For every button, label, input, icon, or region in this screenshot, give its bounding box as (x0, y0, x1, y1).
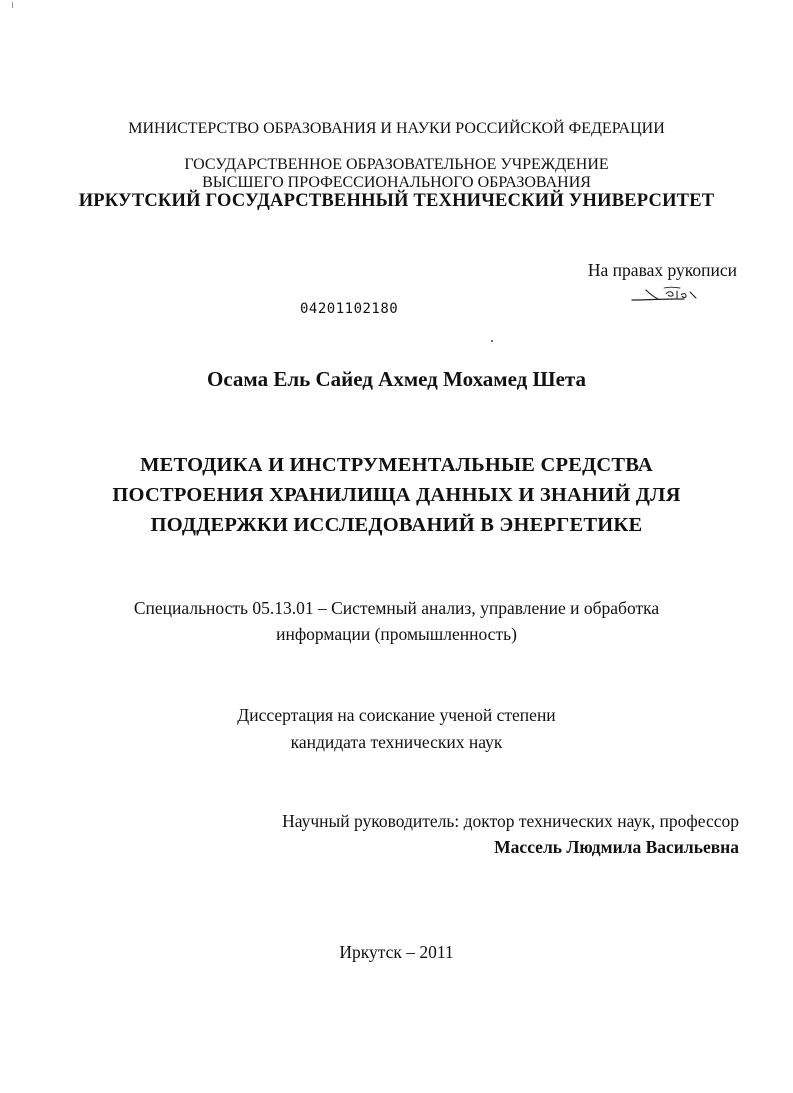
institution-line-2: ВЫСШЕГО ПРОФЕССИОНАЛЬНОГО ОБРАЗОВАНИЯ (202, 174, 591, 191)
institution-line-1: ГОСУДАРСТВЕННОЕ ОБРАЗОВАТЕЛЬНОЕ УЧРЕЖДЕНИЕ (184, 156, 609, 173)
specialty-line-2: информации (промышленность) (276, 624, 517, 644)
supervisor-name: Массель Людмила Васильевна (494, 837, 739, 857)
supervisor-role: Научный руководитель: доктор технических наук, профессор (282, 811, 739, 831)
specialty-line-1: Специальность 05.13.01 – Системный анализ, управление и обработка (133, 598, 660, 618)
dissertation-line-1: Диссертация на соискание ученой степени (237, 705, 556, 725)
thesis-title-line-3: ПОДДЕРЖКИ ИССЛЕДОВАНИЙ В ЭНЕРГЕТИКЕ (150, 514, 643, 536)
scan-mark (12, 2, 13, 8)
scan-dot (491, 340, 493, 342)
handwritten-signature (628, 282, 702, 304)
author-name: Осама Ель Сайед Ахмед Мохамед Шета (207, 367, 586, 391)
rights-note: На правах рукописи (587, 260, 737, 280)
thesis-title-line-2: ПОСТРОЕНИЯ ХРАНИЛИЩА ДАННЫХ И ЗНАНИЙ ДЛЯ (112, 484, 681, 506)
dissertation-line-2: кандидата технических наук (290, 732, 503, 752)
ministry-heading: МИНИСТЕРСТВО ОБРАЗОВАНИЯ И НАУКИ РОССИЙСКОЙ ФЕДЕРАЦИИ (128, 120, 665, 137)
city-year: Иркутск – 2011 (339, 942, 454, 962)
catalog-number: 04201102180 (300, 301, 399, 317)
thesis-title-line-1: МЕТОДИКА И ИНСТРУМЕНТАЛЬНЫЕ СРЕДСТВА (140, 454, 653, 476)
university-name: ИРКУТСКИЙ ГОСУДАРСТВЕННЫЙ ТЕХНИЧЕСКИЙ УНИВЕРСИТЕТ (78, 191, 715, 211)
